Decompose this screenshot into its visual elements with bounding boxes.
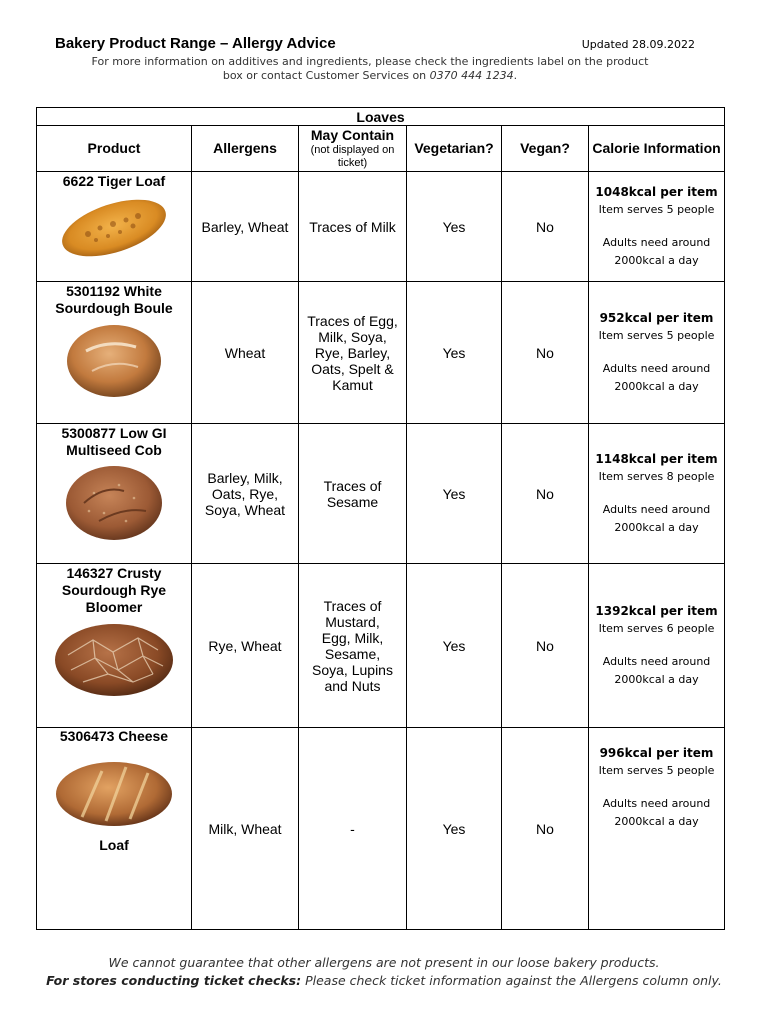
table-row <box>37 564 725 728</box>
col-header-allergens: Allergens <box>192 126 299 172</box>
product-name: 5300877 Low GI Multiseed Cob <box>61 425 167 458</box>
adults-need-text: Adults need around <box>602 655 711 668</box>
col-header-product: Product <box>37 126 192 172</box>
allergens-cell <box>192 424 299 564</box>
serves-text: Item serves 5 people <box>598 329 715 342</box>
table-row <box>37 172 725 282</box>
footer-ticket-label: For stores conducting ticket checks: <box>46 973 302 988</box>
product-cell <box>37 728 192 930</box>
product-cell <box>37 564 192 728</box>
adults-need-text: Adults need around <box>602 236 711 249</box>
may-contain-cell <box>299 564 407 728</box>
daily-kcal-text: 2000kcal a day <box>614 815 699 828</box>
daily-kcal-text: 2000kcal a day <box>614 673 699 686</box>
may-contain-text: Traces of Egg, Milk, Soya, Rye, Barley, Oats, Spelt & Kamut <box>307 312 398 393</box>
customer-services-phone: 0370 444 1234 <box>429 69 514 82</box>
table-row <box>37 282 725 424</box>
kcal-per-item: 996kcal per item <box>599 746 714 760</box>
kcal-per-item: 1048kcal per item <box>595 185 718 199</box>
product-cell <box>37 282 192 424</box>
allergens-cell: Barley, Wheat <box>192 172 299 282</box>
intro-line-1: For more information on additives and ingredients, please check the ingredients label on the product <box>91 55 649 68</box>
may-contain-text: Traces of Sesame <box>323 477 382 510</box>
product-cell <box>37 172 192 282</box>
table-header-row <box>37 126 725 172</box>
product-name: 6622 Tiger Loaf <box>62 173 166 189</box>
vegetarian-cell: Yes <box>407 424 502 564</box>
allergens-text: Barley, Milk, Oats, Rye, Soya, Wheat <box>204 469 286 518</box>
footer-ticket-text: Please check ticket information against the Allergens column only. <box>301 973 722 988</box>
vegetarian-cell: Yes <box>407 564 502 728</box>
may-contain-cell <box>299 282 407 424</box>
may-contain-label: May Contain <box>310 127 395 143</box>
intro-text <box>60 55 680 83</box>
col-header-vegan: Vegan? <box>502 126 589 172</box>
vegan-cell: No <box>502 424 589 564</box>
intro-line-2: box or contact Customer Services on <box>222 69 430 82</box>
kcal-per-item: 1148kcal per item <box>595 452 718 466</box>
table-row <box>37 728 725 930</box>
allergens-cell: Milk, Wheat <box>192 728 299 930</box>
may-contain-note: (not displayed on ticket) <box>310 144 395 169</box>
cheese-loaf-icon <box>54 759 174 829</box>
vegan-cell: No <box>502 564 589 728</box>
col-header-vegetarian: Vegetarian? <box>407 126 502 172</box>
allergens-cell: Rye, Wheat <box>192 564 299 728</box>
product-name: 146327 Crusty Sourdough Rye Bloomer <box>61 565 167 615</box>
col-header-calorie: Calorie Information <box>589 126 725 172</box>
sourdough-boule-icon <box>64 321 164 399</box>
serves-text: Item serves 8 people <box>598 470 715 483</box>
serves-text: Item serves 5 people <box>598 203 715 216</box>
calorie-cell <box>589 282 725 424</box>
calorie-cell <box>589 564 725 728</box>
daily-kcal-text: 2000kcal a day <box>614 521 699 534</box>
tiger-loaf-icon <box>58 194 170 260</box>
footer-line-1: We cannot guarantee that other allergens are not present in our loose bakery products. <box>108 955 660 970</box>
vegetarian-cell: Yes <box>407 728 502 930</box>
adults-need-text: Adults need around <box>602 362 711 375</box>
vegan-cell: No <box>502 172 589 282</box>
daily-kcal-text: 2000kcal a day <box>614 254 699 267</box>
multiseed-cob-icon <box>64 463 164 543</box>
serves-text: Item serves 5 people <box>598 764 715 777</box>
may-contain-cell <box>299 424 407 564</box>
daily-kcal-text: 2000kcal a day <box>614 380 699 393</box>
document-title: Bakery Product Range – Allergy Advice <box>55 35 336 52</box>
intro-end: . <box>513 69 518 82</box>
allergy-table <box>36 107 725 930</box>
footer-disclaimer <box>40 954 728 990</box>
table-row <box>37 424 725 564</box>
adults-need-text: Adults need around <box>602 503 711 516</box>
serves-text: Item serves 6 people <box>598 622 715 635</box>
product-name: 5306473 Cheese <box>59 728 169 744</box>
footer-line-2 <box>40 972 728 990</box>
vegan-cell: No <box>502 282 589 424</box>
calorie-cell <box>589 424 725 564</box>
product-name-suffix: Loaf <box>99 837 129 853</box>
calorie-cell <box>589 172 725 282</box>
kcal-per-item: 1392kcal per item <box>595 604 718 618</box>
kcal-per-item: 952kcal per item <box>599 311 714 325</box>
product-name: 5301192 White Sourdough Boule <box>55 283 173 316</box>
product-cell <box>37 424 192 564</box>
vegan-cell: No <box>502 728 589 930</box>
may-contain-cell: - <box>299 728 407 930</box>
calorie-cell <box>589 728 725 930</box>
adults-need-text: Adults need around <box>602 797 711 810</box>
vegetarian-cell: Yes <box>407 172 502 282</box>
may-contain-cell: Traces of Milk <box>299 172 407 282</box>
col-header-may-contain <box>299 126 407 172</box>
updated-date: Updated 28.09.2022 <box>581 38 695 51</box>
may-contain-text: Traces of Mustard, Egg, Milk, Sesame, Soya, Lupins and Nuts <box>312 597 393 694</box>
vegetarian-cell: Yes <box>407 282 502 424</box>
section-title: Loaves <box>37 108 725 126</box>
allergens-cell: Wheat <box>192 282 299 424</box>
rye-bloomer-icon <box>53 620 175 700</box>
